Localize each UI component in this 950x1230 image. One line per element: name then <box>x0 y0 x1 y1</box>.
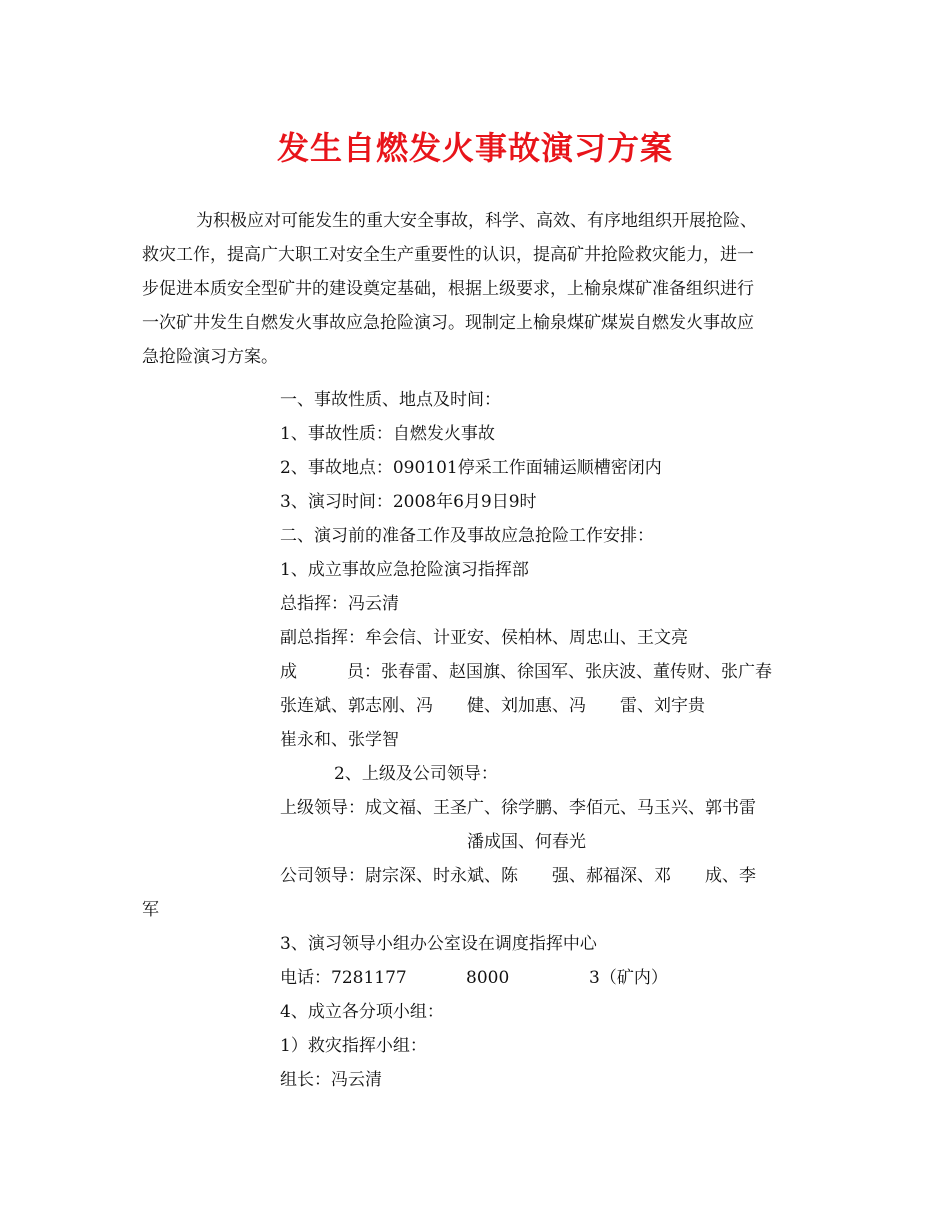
company-leaders-line <box>280 859 756 893</box>
section1-heading: 一、事故性质、地点及时间： <box>280 390 501 410</box>
rescue-group-heading: 1）救灾指挥小组： <box>280 1036 427 1056</box>
phone-line <box>280 961 668 995</box>
command-subheading: 1、成立事故应急抢险演习指挥部 <box>280 560 529 580</box>
company-leaders-wrap: 军 <box>142 900 159 920</box>
superior-leaders-line-2: 潘成国、何春光 <box>467 832 586 852</box>
members-part: 雷、刘宇贵 <box>620 696 705 716</box>
members-list-part: 员：张春雷、赵国旗、徐国军、张庆波、董传财、张广春 <box>347 662 772 682</box>
members-part: 健、刘加惠、冯 <box>467 696 586 716</box>
members-part: 张连斌、郭志刚、冯 <box>280 696 433 716</box>
intro-line: 急抢险演习方案。 <box>142 347 278 367</box>
accident-nature: 1、事故性质：自燃发火事故 <box>280 424 495 444</box>
company-part: 公司领导：尉宗深、时永斌、陈 <box>280 866 518 886</box>
company-part: 强、郝福深、邓 <box>552 866 671 886</box>
members-line-2 <box>280 689 705 723</box>
intro-line: 步促进本质安全型矿井的建设奠定基础，根据上级要求，上榆泉煤矿准备组织进行 <box>142 279 754 299</box>
members-line-3: 崔永和、张学智 <box>280 730 399 750</box>
phone-secondary: 8000 <box>466 968 510 988</box>
intro-line: 一次矿井发生自燃发火事故应急抢险演习。现制定上榆泉煤矿煤炭自燃发火事故应 <box>142 313 754 333</box>
members-label-part: 成 <box>280 662 297 682</box>
document-title: 发生自燃发火事故演习方案 <box>276 129 673 167</box>
drill-time: 3、演习时间：2008年6月9日9时 <box>280 492 537 512</box>
commander-line: 总指挥：冯云清 <box>280 594 399 614</box>
section2-heading: 二、演习前的准备工作及事故应急抢险工作安排： <box>280 526 654 546</box>
office-subheading: 3、演习领导小组办公室设在调度指挥中心 <box>280 934 597 954</box>
intro-line: 救灾工作，提高广大职工对安全生产重要性的认识，提高矿井抢险救灾能力，进一 <box>142 245 754 265</box>
groups-subheading: 4、成立各分项小组： <box>280 1002 444 1022</box>
phone-primary: 电话：7281177 <box>280 968 407 988</box>
rescue-group-leader: 组长：冯云清 <box>280 1070 382 1090</box>
intro-paragraph <box>142 204 817 374</box>
superior-leaders-line: 上级领导：成文福、王圣广、徐学鹏、李佰元、马玉兴、郭书雷 <box>280 798 756 818</box>
accident-location: 2、事故地点：090101停采工作面辅运顺槽密闭内 <box>280 458 662 478</box>
deputy-commander-line: 副总指挥：牟会信、计亚安、侯柏林、周忠山、王文亮 <box>280 628 688 648</box>
phone-internal: 3（矿内） <box>589 968 668 988</box>
company-part: 成、李 <box>705 866 756 886</box>
members-line <box>280 655 772 689</box>
intro-line: 为积极应对可能发生的重大安全事故，科学、高效、有序地组织开展抢险、 <box>196 211 757 231</box>
leaders-subheading: 2、上级及公司领导： <box>334 764 498 784</box>
